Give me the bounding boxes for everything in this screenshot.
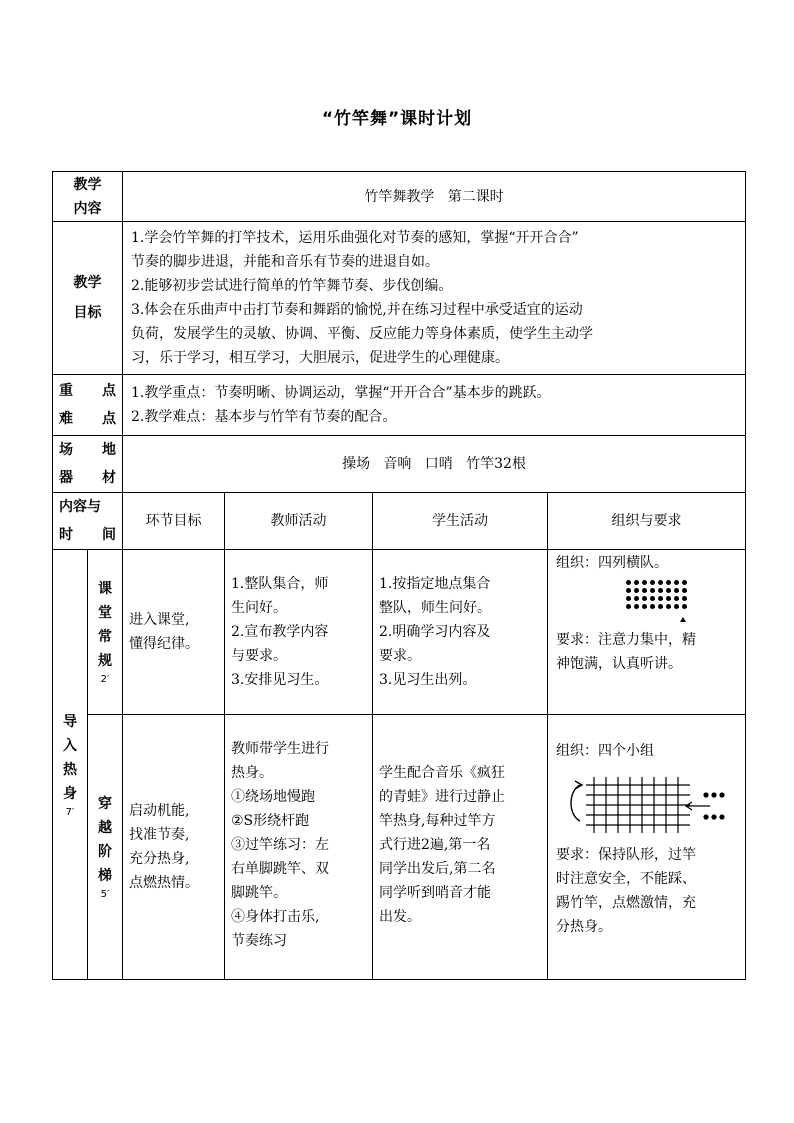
- col-goal-header: 环节目标: [123, 493, 225, 550]
- formation-dot: [674, 588, 679, 593]
- formation-dot: [674, 596, 679, 601]
- formation-dot: [626, 596, 631, 601]
- formation-dot: [682, 588, 687, 593]
- col-org-header: 组织与要求: [548, 493, 746, 550]
- formation-dot: [634, 596, 639, 601]
- formation-dots: [626, 580, 737, 609]
- formation-dot: [674, 604, 679, 609]
- formation-dot: [642, 596, 647, 601]
- row-goals: [53, 222, 746, 375]
- row-stage-1: [53, 550, 746, 715]
- header-label: 内容与 时 间: [53, 493, 123, 550]
- page-title: “竹竿舞”课时计划: [321, 109, 473, 129]
- formation-dot: [650, 596, 655, 601]
- bamboo-poles: [586, 777, 690, 833]
- formation-dot: [642, 588, 647, 593]
- formation-dot: [634, 604, 639, 609]
- formation-dot: [658, 604, 663, 609]
- row-header: [53, 493, 746, 550]
- stage-1-goal: 进入课堂, 懂得纪律。: [123, 550, 225, 715]
- row-stage-2: [53, 715, 746, 980]
- formation-dot: [666, 580, 671, 585]
- formation-dot: [682, 596, 687, 601]
- bamboo-pole-diagram: [564, 771, 744, 841]
- formation-dot: [682, 580, 687, 585]
- stage-1-time: 2′: [100, 674, 110, 685]
- stage-1-teacher: 1.整队集合，师 生问好。 2.宣布教学内容 与要求。 3.安排见习生。: [225, 550, 373, 715]
- keypoints-text: 1.教学重点：节奏明晰、协调运动，掌握“开开合合”基本步的跳跃。 2.教学难点：基本步与竹竿有节奏的配合。: [123, 375, 746, 436]
- formation-dot: [634, 580, 639, 585]
- formation-dot: [650, 604, 655, 609]
- formation-dot: [666, 596, 671, 601]
- formation-dot: [626, 604, 631, 609]
- stage-2-goal: 启动机能, 找准节奏, 充分热身, 点燃热情。: [123, 715, 225, 980]
- teacher-marker-triangle: [680, 617, 686, 622]
- formation-dot: [642, 604, 647, 609]
- formation-dot: [626, 580, 631, 585]
- row-venue: [53, 436, 746, 493]
- loop-arrow-icon: [571, 785, 580, 821]
- formation-dot: [626, 588, 631, 593]
- stage-2-student: 学生配合音乐《疯狂 的青蛙》进行过静止 竿热身,每种过竿方 式行进2遍,第一名 同学出发后,第二名 同学听到哨音才能 出发。: [373, 715, 548, 980]
- formation-dot: [658, 588, 663, 593]
- stage-1-org: 组织：四列横队。 要求：注意力集中，精 神饱满，认真听讲。: [548, 550, 746, 715]
- stage-1-name: 课 堂 常 规 2′: [88, 550, 123, 715]
- content-label: 教学 内容: [53, 172, 123, 222]
- venue-value: 操场 音响 口哨 竹竿32根: [123, 436, 746, 493]
- goals-text: 1.学会竹竿舞的打竿技术，运用乐曲强化对节奏的感知，掌握“开开合合” 节奏的脚步进退，并能和音乐有节奏的进退自如。 2.能够初步尝试进行简单的竹竿舞节奏、步伐创编。 3.体会在乐曲声中击打节奏和舞蹈的愉悦,并在练习过程中承受适宜的运动 负荷，发展学生的灵敏、协调、平衡、反应能力等身体素质，使学生主动学 习，乐于学习，相互学习，大胆展示，促进学生的心理健康。: [123, 222, 746, 375]
- content-value: 竹竿舞教学 第二课时: [123, 172, 746, 222]
- venue-label: 场 地 器 材: [53, 436, 123, 493]
- stage-2-org: 组织：四个小组 要求：保持队形，过竿 时注意安全，不能踩、 踢竹竿，点燃激情，充 分热身。: [548, 715, 746, 980]
- row-keypoints: [53, 375, 746, 436]
- lesson-plan-table: [52, 171, 746, 980]
- formation-dot: [650, 588, 655, 593]
- formation-dot: [634, 588, 639, 593]
- col-teacher-header: 教师活动: [225, 493, 373, 550]
- stage-2-time: 5′: [100, 889, 110, 900]
- formation-dot: [658, 596, 663, 601]
- formation-dot: [666, 604, 671, 609]
- stage-2-teacher: 教师带学生进行 热身。 ①绕场地慢跑 ②S形绕杆跑 ③过竿练习：左 右单脚跳竿、双 脚跳竿。 ④身体打击乐, 节奏练习: [225, 715, 373, 980]
- section-time: 7′: [65, 806, 75, 818]
- stage-1-student: 1.按指定地点集合 整队，师生问好。 2.明确学习内容及 要求。 3.见习生出列。: [373, 550, 548, 715]
- formation-dot: [650, 580, 655, 585]
- row-content: [53, 172, 746, 222]
- col-student-header: 学生活动: [373, 493, 548, 550]
- goals-label: 教学 目标: [53, 222, 123, 375]
- keypoints-label: 重 点 难 点: [53, 375, 123, 436]
- formation-dot: [682, 604, 687, 609]
- left-arrow-icon: [686, 802, 710, 810]
- formation-dot: [658, 580, 663, 585]
- formation-dot: [666, 588, 671, 593]
- formation-dot: [674, 580, 679, 585]
- formation-dot: [642, 580, 647, 585]
- stage-2-name: 穿 越 阶 梯 5′: [88, 715, 123, 980]
- section-label: 导 入 热 身 7′: [53, 550, 88, 980]
